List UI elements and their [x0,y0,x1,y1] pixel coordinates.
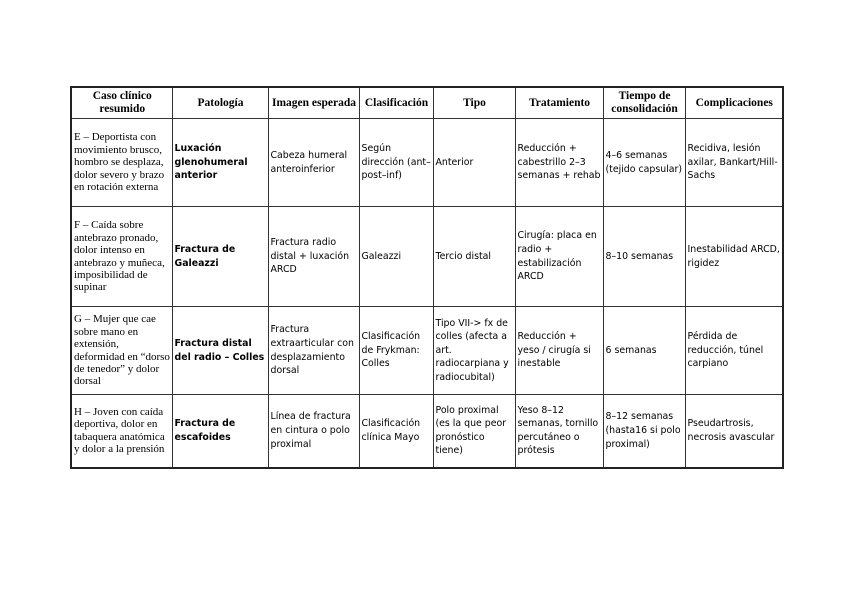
header-caso: Caso clínico resumido [71,87,172,119]
header-tiempo: Tiempo de consolidación [603,87,685,119]
cell-clasificacion: Clasificación de Frykman: Colles [359,307,433,395]
header-tipo: Tipo [433,87,515,119]
cell-tipo: Tipo VII-> fx de colles (afecta a art. radiocarpiana y radiocubital) [433,307,515,395]
cell-tipo: Anterior [433,119,515,207]
cell-complicaciones: Recidiva, lesión axilar, Bankart/Hill-Sachs [685,119,783,207]
cell-tiempo: 8–12 semanas (hasta16 si polo proximal) [603,395,685,468]
table-row [71,207,783,307]
clinical-cases-table [70,86,784,469]
header-tratamiento: Tratamiento [515,87,603,119]
cell-caso: E – Deportista con movimiento brusco, hombro se desplaza, dolor severo y brazo en rotación externa [71,119,172,207]
cell-patologia: Luxación glenohumeral anterior [172,119,268,207]
cell-clasificacion: Según dirección (ant–post–inf) [359,119,433,207]
cell-tiempo: 6 semanas [603,307,685,395]
header-imagen: Imagen esperada [268,87,359,119]
header-row [71,87,783,119]
table-row [71,395,783,468]
cell-imagen: Cabeza humeral anteroinferior [268,119,359,207]
header-patologia: Patología [172,87,268,119]
cell-caso: G – Mujer que cae sobre mano en extensión, deformidad en “dorso de tenedor” y dolor dorsal [71,307,172,395]
cell-tiempo: 4–6 semanas (tejido capsular) [603,119,685,207]
header-clasificacion: Clasificación [359,87,433,119]
cell-tipo: Tercio distal [433,207,515,307]
cell-imagen: Fractura radio distal + luxación ARCD [268,207,359,307]
cell-patologia: Fractura distal del radio – Colles [172,307,268,395]
header-complicaciones: Complicaciones [685,87,783,119]
cell-tratamiento: Yeso 8–12 semanas, tornillo percutáneo o prótesis [515,395,603,468]
cell-complicaciones: Inestabilidad ARCD, rigidez [685,207,783,307]
cell-complicaciones: Pseudartrosis, necrosis avascular [685,395,783,468]
cell-tiempo: 8–10 semanas [603,207,685,307]
cell-imagen: Fractura extraarticular con desplazamiento dorsal [268,307,359,395]
table-row [71,119,783,207]
cell-clasificacion: Clasificación clínica Mayo [359,395,433,468]
cell-patologia: Fractura de Galeazzi [172,207,268,307]
cell-tratamiento: Reducción + cabestrillo 2–3 semanas + rehab [515,119,603,207]
cell-tratamiento: Cirugía: placa en radio + estabilización ARCD [515,207,603,307]
table-row [71,307,783,395]
cell-imagen: Línea de fractura en cintura o polo proximal [268,395,359,468]
cell-caso: F – Caída sobre antebrazo pronado, dolor intenso en antebrazo y muñeca, imposibilidad de supinar [71,207,172,307]
cell-clasificacion: Galeazzi [359,207,433,307]
cell-patologia: Fractura de escafoides [172,395,268,468]
cell-tipo: Polo proximal (es la que peor pronóstico tiene) [433,395,515,468]
cell-complicaciones: Pérdida de reducción, túnel carpiano [685,307,783,395]
cell-tratamiento: Reducción + yeso / cirugía si inestable [515,307,603,395]
cell-caso: H – Joven con caída deportiva, dolor en tabaquera anatómica y dolor a la prensión [71,395,172,468]
